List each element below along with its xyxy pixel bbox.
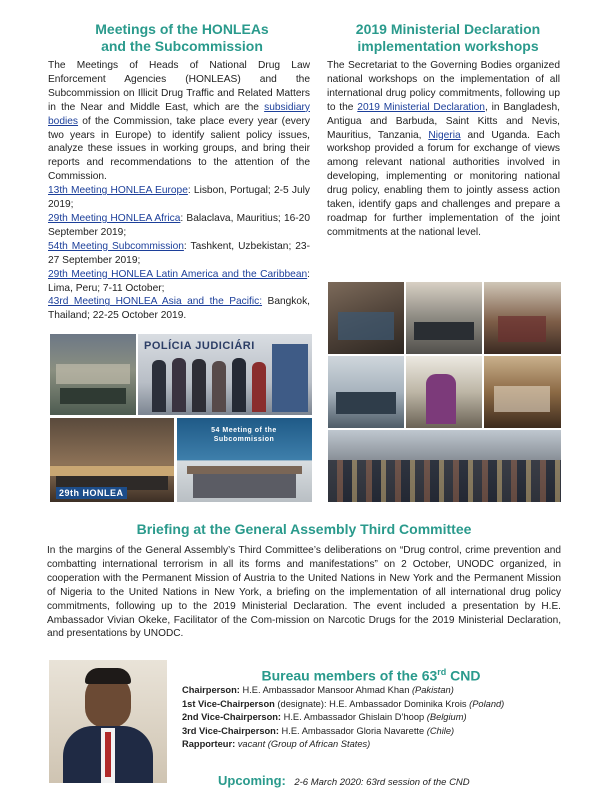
meeting-item: 29th Meeting HONLEA Latin America and the Caribbean: Lima, Peru; 7-11 October; bbox=[48, 268, 310, 294]
subsidiary-bodies-link[interactable]: subsidiary bodies bbox=[48, 101, 310, 127]
photo-workshop-group bbox=[328, 430, 561, 502]
meeting-link-subcommission[interactable]: 54th Meeting Subcommission bbox=[48, 240, 184, 252]
declaration-title-line1: 2019 Ministerial Declaration bbox=[355, 21, 541, 37]
honlea-title bbox=[48, 21, 316, 55]
photo-workshop-3 bbox=[484, 282, 561, 354]
workshop-photo-collage bbox=[328, 282, 561, 502]
meeting-item: 13th Meeting HONLEA Europe: Lisbon, Portugal; 2-5 July 2019; bbox=[48, 185, 310, 211]
meeting-link-latin-america[interactable]: 29th Meeting HONLEA Latin America and the Caribbean bbox=[48, 268, 308, 280]
photo-workshop-6 bbox=[484, 356, 561, 428]
bureau-members-list bbox=[182, 684, 562, 752]
meeting-item: 29th Meeting HONLEA Africa: Balaclava, Mauritius; 16-20 September 2019; bbox=[48, 212, 310, 238]
declaration-title-line2: implementation workshops bbox=[357, 38, 539, 54]
briefing-text: In the margins of the General Assembly’s Third Committee’s deliberations on “Drug control, crime prevention and combatting international terrorism in all its forms and manifestations” on 2 October, UNODC organized, in cooperation with the Permanent Mission of Austria to the United Nations in New York and the Permanent Mission of Nigeria to the United Nations in New York, a briefing on the implementation of all international drug policy commitments, following up to the 2019 Ministerial Declaration. The event included a presentation by H.E. Ambassador Vivian Okeke, Facilitator of the Com-mission on Narcotic Drugs for the 2019 Ministerial Declaration, and presentations by UNODC. bbox=[47, 545, 561, 640]
honlea-photo-collage bbox=[50, 334, 312, 502]
photo-subcommission bbox=[177, 418, 312, 502]
photo-lisbon-group bbox=[138, 334, 312, 415]
photo-workshop-2 bbox=[406, 282, 482, 354]
briefing-body bbox=[47, 544, 561, 641]
honlea-body bbox=[48, 59, 310, 323]
bureau-title: Bureau members of the 63rd CND bbox=[261, 667, 481, 684]
photo-banner-text: POLÍCIA JUDICIÁRI bbox=[144, 340, 255, 352]
honlea-intro: The Meetings of Heads of National Drug Law Enforcement Agencies (HONLEAS) and the Subcommission on Illicit Drug Traffic and Related Matters in the Near and Middle East, which are the subsidiary bodies of the Commission, take place every year (every two years in Europe) to identify salient policy issues, analyze these issues in working groups, and bring their reports and recommendations to the attention of the Commission. bbox=[48, 60, 310, 183]
chairperson-portrait bbox=[49, 660, 167, 783]
meeting-link-asia-pacific[interactable]: 43rd Meeting HONLEA Asia and the Pacific: bbox=[48, 296, 263, 308]
meeting-link-europe[interactable]: 13th Meeting HONLEA Europe bbox=[48, 185, 188, 197]
bureau-member-row: 3rd Vice-Chairperson: H.E. Ambassador Gloria Navarette (Chile) bbox=[182, 725, 455, 736]
bureau-member-row: 1st Vice-Chairperson (designate): H.E. Ambassador Dominika Krois (Poland) bbox=[182, 698, 505, 709]
photo-lisbon-room bbox=[50, 334, 136, 415]
meeting-item: 54th Meeting Subcommission: Tashkent, Uzbekistan; 23-27 September 2019; bbox=[48, 240, 310, 266]
honlea-title-line1: Meetings of the HONLEAs bbox=[95, 21, 269, 37]
bureau-member-row: Chairperson: H.E. Ambassador Mansoor Ahmad Khan (Pakistan) bbox=[182, 685, 454, 695]
photo-honlea-meeting bbox=[50, 418, 174, 502]
meeting-link-africa[interactable]: 29th Meeting HONLEA Africa bbox=[48, 212, 181, 224]
photo-workshop-5 bbox=[406, 356, 482, 428]
photo-honlea-sign: 29th HONLEA bbox=[56, 487, 127, 499]
upcoming-detail: 2-6 March 2020: 63rd session of the CND bbox=[294, 777, 470, 788]
bureau-member-row: 2nd Vice-Chairperson: H.E. Ambassador Ghislain D’hoop (Belgium) bbox=[182, 712, 467, 723]
declaration-body: The Secretariat to the Governing Bodies organized national workshops on the implementation of all international drug policy commitments, following up to the 2019 Ministerial Declaration, in Bangladesh, Antigua and Barbuda, Saint Kitts and Nevis, Mauritius, Tanzania, Nigeria and Uganda. Each workshop provided a forum for exchange of views among relevant national authorities involved in developing, implementing or monitoring national drug policy, enabling them to jointly assess action taken, identify gaps and challenges and prepare a roadmap for further implementation of the joint commitments at the national level. bbox=[327, 60, 560, 238]
honlea-title-line2: and the Subcommission bbox=[101, 38, 263, 54]
declaration-title bbox=[326, 21, 570, 55]
meeting-item: 43rd Meeting HONLEA Asia and the Pacific: Bangkok, Thailand; 22-25 October 2019. bbox=[48, 296, 310, 322]
bureau-member-row: Rapporteur: vacant (Group of African States) bbox=[182, 739, 371, 750]
ministerial-declaration-link[interactable]: 2019 Ministerial Declaration bbox=[357, 101, 485, 113]
briefing-title: Briefing at the General Assembly Third Committee bbox=[136, 521, 472, 537]
photo-workshop-4 bbox=[328, 356, 404, 428]
photo-workshop-1 bbox=[328, 282, 404, 354]
upcoming-line bbox=[218, 772, 558, 790]
photo-slide-title: 54 Meeting of the Subcommission bbox=[211, 427, 277, 443]
nigeria-link[interactable]: Nigeria bbox=[428, 129, 461, 141]
upcoming-label: Upcoming: bbox=[218, 773, 286, 788]
